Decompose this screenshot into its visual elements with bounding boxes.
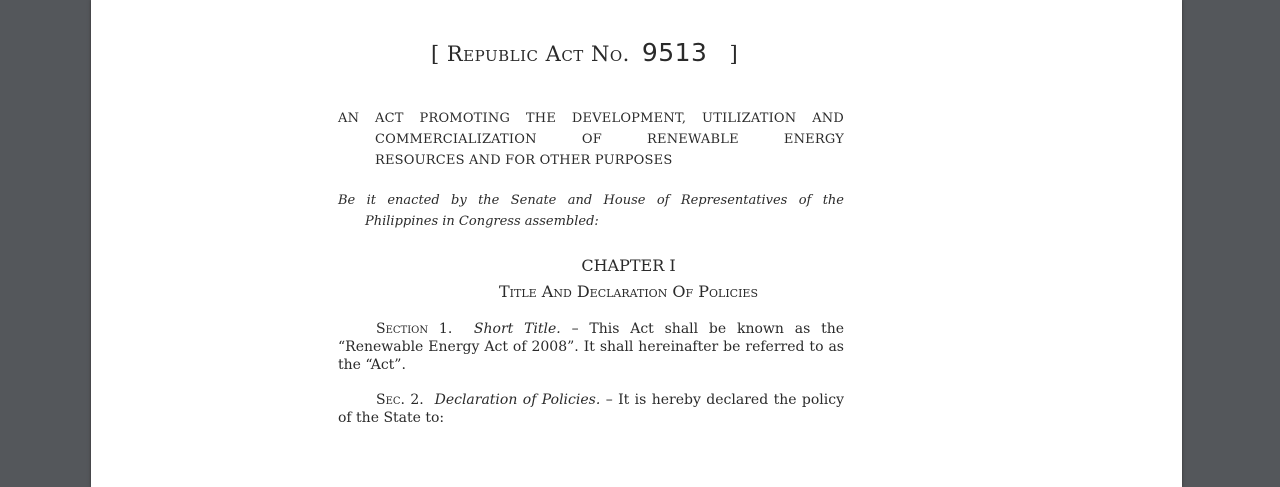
section-label: Section 1. (376, 321, 453, 337)
title-line: RESOURCES AND FOR OTHER PURPOSES (375, 153, 673, 168)
section-text: – It is hereby declared the policy of the State to: (338, 392, 844, 426)
act-title (338, 108, 844, 171)
section-heading: Short Title. (473, 321, 561, 337)
chapter-number: CHAPTER I (581, 256, 676, 275)
section-text: – This Act shall be known as the “Renewable Energy Act of 2008”. It shall hereinafter be referred to as the “Act”. (338, 321, 845, 373)
republic-act-header (431, 38, 738, 67)
section-1 (338, 320, 844, 374)
section-heading: Declaration of Policies. (434, 392, 601, 408)
enacting-clause (338, 190, 844, 232)
document-body (338, 320, 844, 444)
document-page (91, 0, 1182, 487)
header-bracket: ] (729, 42, 739, 66)
enacting-line: Philippines in Congress assembled: (365, 214, 599, 229)
section-2 (338, 391, 844, 427)
title-line: AN ACT PROMOTING THE DEVELOPMENT, UTILIZATION AND (338, 111, 844, 126)
header-prefix: [ Republic Act No. (431, 42, 630, 66)
enacting-line: Be it enacted by the Senate and House of Representatives of the (338, 193, 844, 208)
chapter-heading (91, 256, 1182, 301)
title-line: COMMERCIALIZATION OF RENEWABLE ENERGY (375, 132, 844, 147)
section-label: Sec. 2. (376, 392, 424, 408)
act-number: 9513 (641, 38, 708, 67)
chapter-title: Title And Declaration Of Policies (498, 282, 758, 301)
